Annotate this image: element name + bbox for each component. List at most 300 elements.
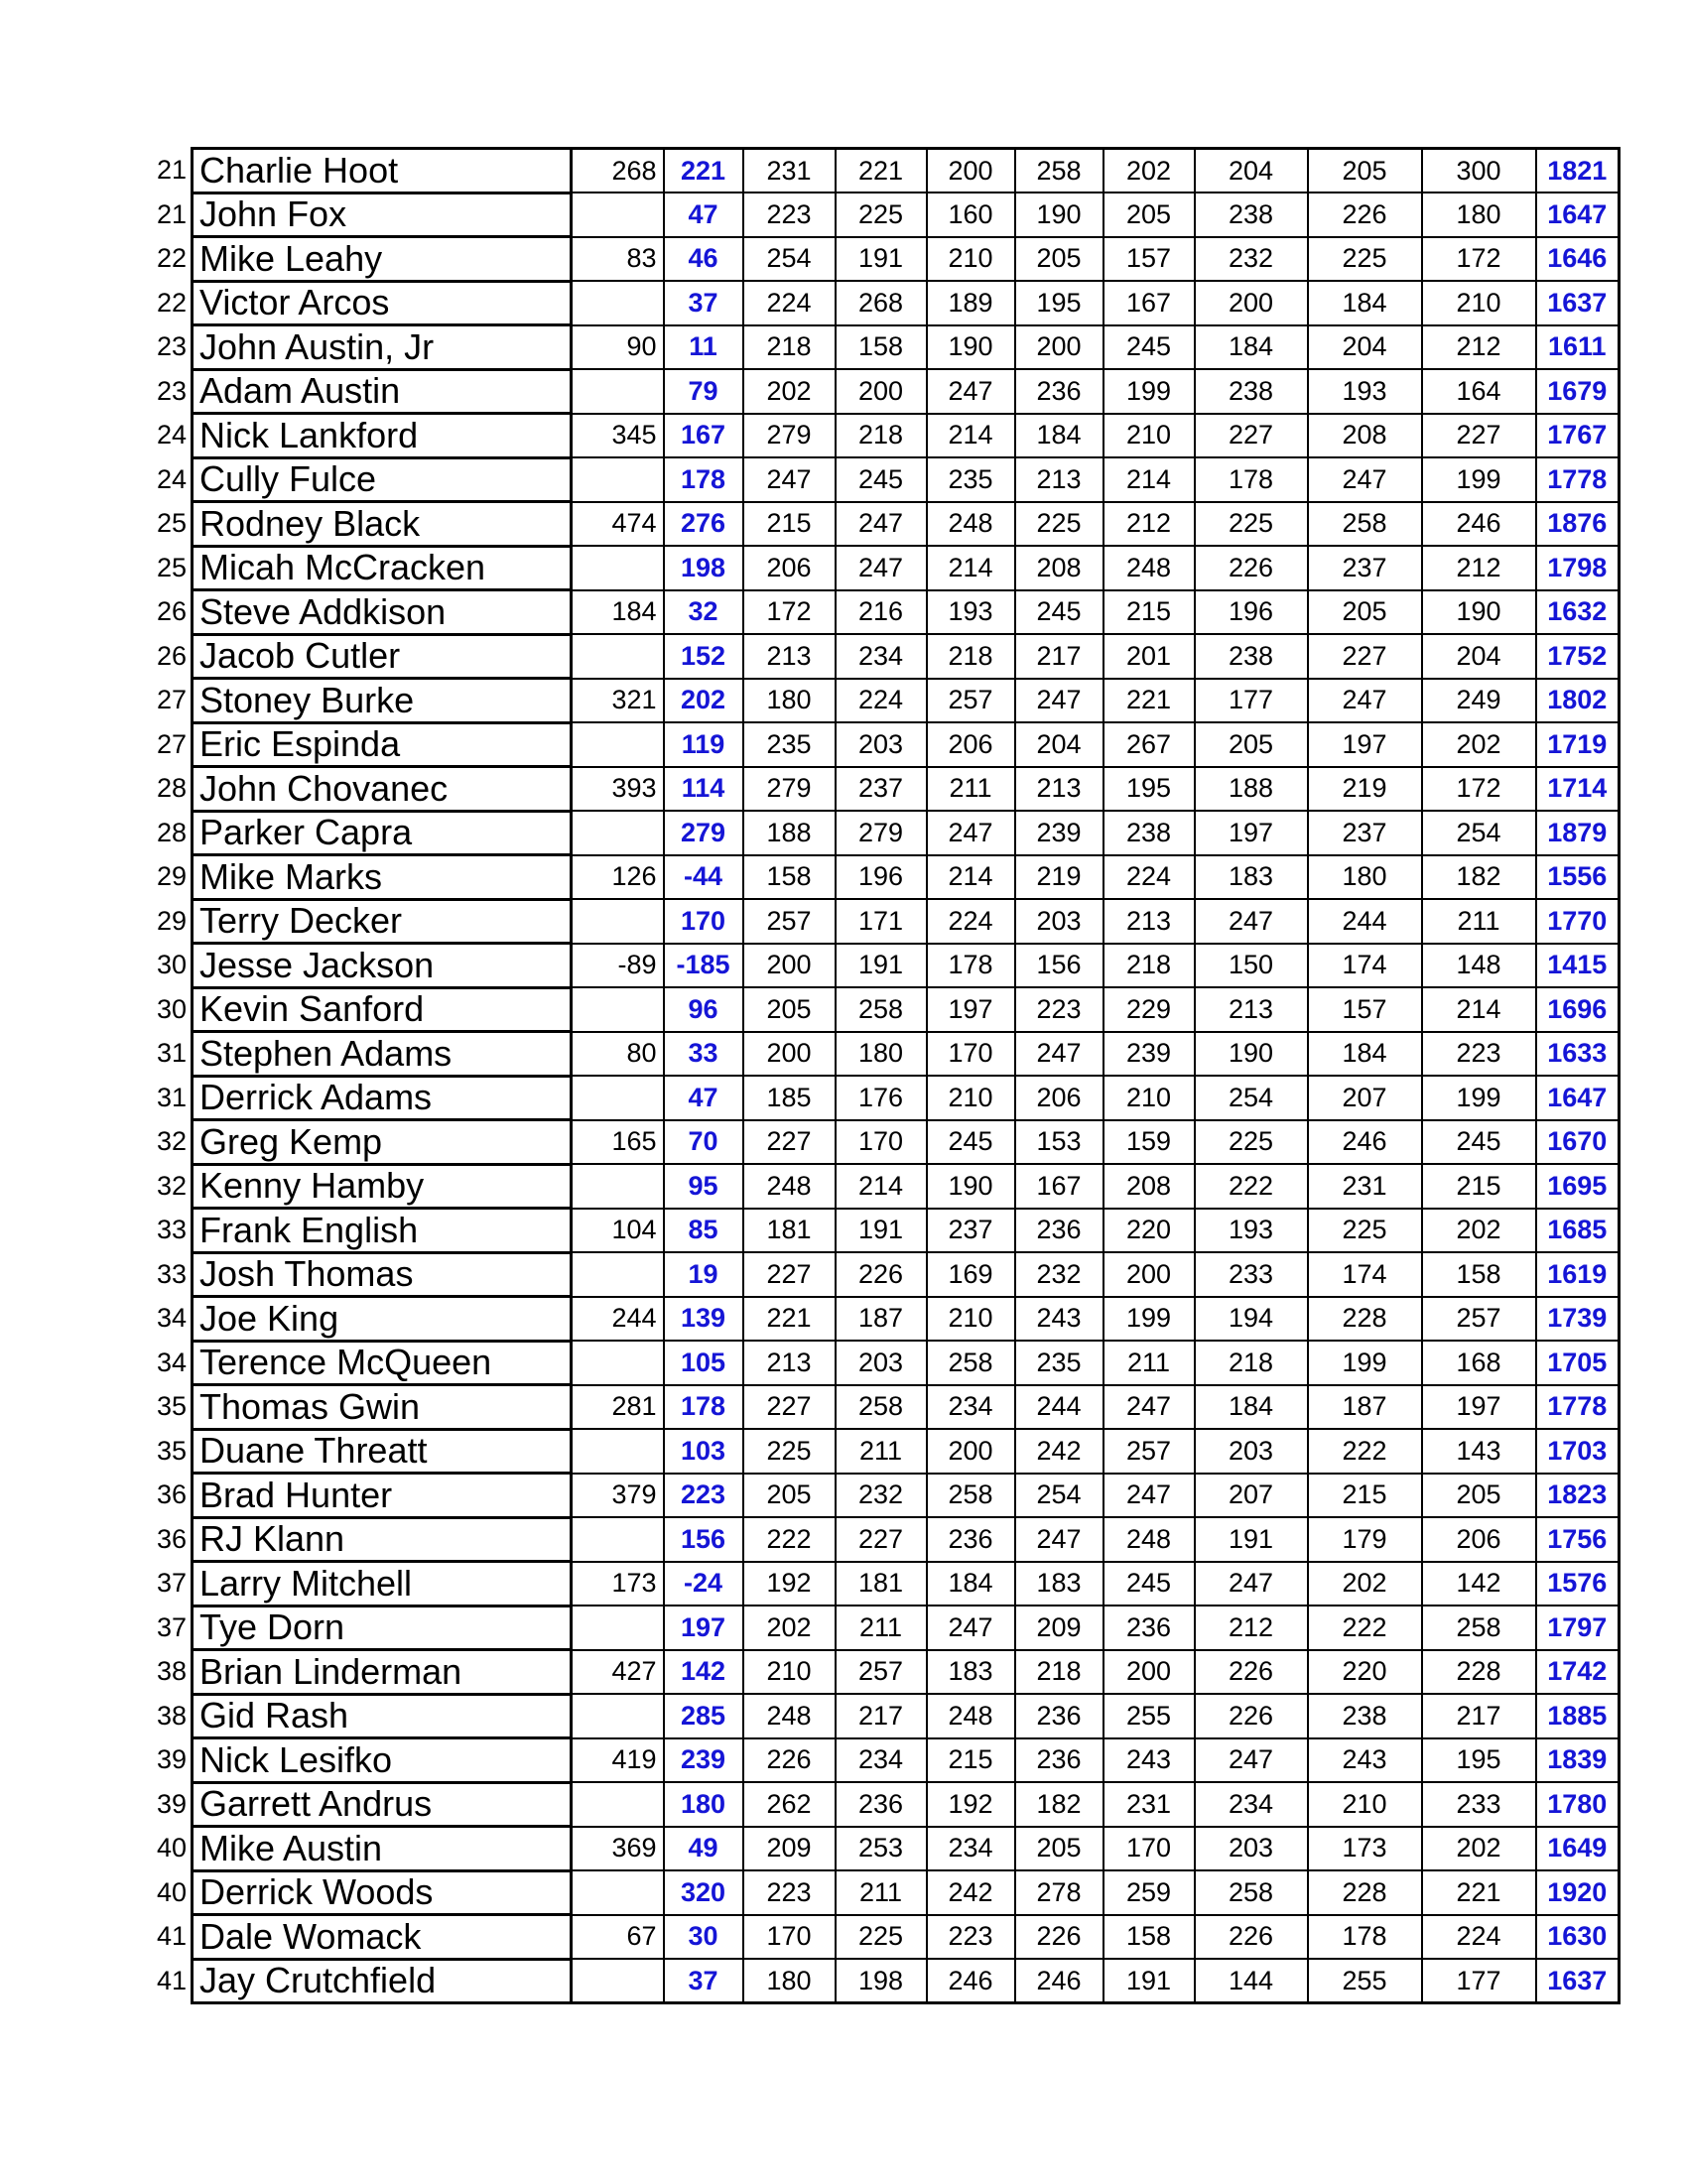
game-2-cell: 191 (836, 944, 927, 988)
game-1-cell: 221 (743, 1297, 836, 1342)
table-row (139, 1164, 1620, 1209)
game-5-cell: 257 (1103, 1429, 1195, 1474)
game-2-cell: 171 (836, 899, 927, 944)
bowler-name-cell: John Fox (193, 193, 572, 237)
game-7-cell: 199 (1308, 1341, 1422, 1385)
adjusted-score-cell: 85 (664, 1209, 743, 1253)
bowler-name-cell: Kevin Sanford (193, 987, 572, 1032)
game-3-cell: 197 (927, 987, 1015, 1032)
rank-cell: 24 (156, 463, 187, 494)
table-row (139, 193, 1620, 237)
game-5-cell: 238 (1103, 811, 1195, 855)
table-row (139, 1385, 1620, 1430)
game-4-cell: 232 (1015, 1252, 1103, 1297)
game-2-cell: 268 (836, 281, 927, 325)
game-7-cell: 222 (1308, 1429, 1422, 1474)
game-1-cell: 180 (743, 679, 836, 723)
game-7-cell: 205 (1308, 149, 1422, 193)
total-cell: 1637 (1536, 1959, 1620, 2003)
game-3-cell: 178 (927, 944, 1015, 988)
game-4-cell: 245 (1015, 590, 1103, 635)
game-4-cell: 200 (1015, 325, 1103, 370)
adjusted-score-cell: 142 (664, 1650, 743, 1695)
game-8-cell: 172 (1422, 767, 1536, 812)
game-1-cell: 185 (743, 1076, 836, 1120)
game-4-cell: 246 (1015, 1959, 1103, 2003)
total-cell: 1756 (1536, 1517, 1620, 1562)
table-row (139, 899, 1620, 944)
bowler-name-cell: Adam Austin (193, 369, 572, 414)
game-4-cell: 235 (1015, 1341, 1103, 1385)
game-8-cell: 177 (1422, 1959, 1536, 2003)
game-5-cell: 231 (1103, 1782, 1195, 1827)
game-3-cell: 214 (927, 414, 1015, 458)
adjusted-score-cell: 285 (664, 1694, 743, 1738)
table-row (139, 237, 1620, 282)
pins-cell (572, 193, 664, 237)
game-7-cell: 208 (1308, 414, 1422, 458)
game-7-cell: 244 (1308, 899, 1422, 944)
game-7-cell: 227 (1308, 634, 1422, 679)
total-cell: 1719 (1536, 722, 1620, 767)
game-6-cell: 234 (1195, 1782, 1308, 1827)
rank-cell: 41 (156, 1965, 187, 1995)
game-1-cell: 200 (743, 1032, 836, 1077)
bowler-name-cell: Rodney Black (193, 502, 572, 547)
bowler-name-cell: Joe King (193, 1297, 572, 1342)
game-7-cell: 222 (1308, 1606, 1422, 1650)
game-4-cell: 278 (1015, 1870, 1103, 1915)
bowler-name-cell: Kenny Hamby (193, 1164, 572, 1209)
adjusted-score-cell: 33 (664, 1032, 743, 1077)
game-7-cell: 243 (1308, 1738, 1422, 1783)
bowler-name-cell: Derrick Adams (193, 1076, 572, 1120)
game-4-cell: 213 (1015, 767, 1103, 812)
bowler-name-cell: Charlie Hoot (193, 149, 572, 193)
adjusted-score-cell: 223 (664, 1474, 743, 1518)
game-7-cell: 215 (1308, 1474, 1422, 1518)
game-3-cell: 170 (927, 1032, 1015, 1077)
game-2-cell: 279 (836, 811, 927, 855)
game-4-cell: 242 (1015, 1429, 1103, 1474)
total-cell: 1739 (1536, 1297, 1620, 1342)
total-cell: 1696 (1536, 987, 1620, 1032)
game-4-cell: 247 (1015, 1032, 1103, 1077)
adjusted-score-cell: 114 (664, 767, 743, 812)
game-6-cell: 194 (1195, 1297, 1308, 1342)
game-5-cell: 170 (1103, 1827, 1195, 1871)
total-cell: 1780 (1536, 1782, 1620, 1827)
game-4-cell: 247 (1015, 679, 1103, 723)
game-4-cell: 195 (1015, 281, 1103, 325)
table-row (139, 1782, 1620, 1827)
game-3-cell: 242 (927, 1870, 1015, 1915)
game-1-cell: 227 (743, 1120, 836, 1165)
adjusted-score-cell: 79 (664, 369, 743, 414)
game-7-cell: 228 (1308, 1870, 1422, 1915)
bowler-name-cell: Josh Thomas (193, 1252, 572, 1297)
game-8-cell: 199 (1422, 1076, 1536, 1120)
game-6-cell: 197 (1195, 811, 1308, 855)
rank-cell: 37 (156, 1568, 187, 1599)
pins-cell: 173 (572, 1562, 664, 1606)
game-7-cell: 219 (1308, 767, 1422, 812)
pins-cell (572, 457, 664, 502)
table-row (139, 546, 1620, 590)
game-6-cell: 226 (1195, 1694, 1308, 1738)
rank-cell: 40 (156, 1833, 187, 1863)
game-7-cell: 180 (1308, 855, 1422, 900)
game-2-cell: 237 (836, 767, 927, 812)
game-3-cell: 160 (927, 193, 1015, 237)
game-6-cell: 222 (1195, 1164, 1308, 1209)
adjusted-score-cell: 178 (664, 1385, 743, 1430)
game-6-cell: 254 (1195, 1076, 1308, 1120)
game-8-cell: 212 (1422, 325, 1536, 370)
rank-cell: 21 (156, 155, 187, 186)
rank-cell: 26 (156, 596, 187, 627)
game-1-cell: 247 (743, 457, 836, 502)
rank-cell: 28 (156, 773, 187, 804)
game-1-cell: 213 (743, 1341, 836, 1385)
game-4-cell: 239 (1015, 811, 1103, 855)
game-5-cell: 248 (1103, 1517, 1195, 1562)
game-8-cell: 205 (1422, 1474, 1536, 1518)
game-7-cell: 238 (1308, 1694, 1422, 1738)
game-5-cell: 229 (1103, 987, 1195, 1032)
game-6-cell: 227 (1195, 414, 1308, 458)
pins-cell: 345 (572, 414, 664, 458)
game-2-cell: 170 (836, 1120, 927, 1165)
rank-cell: 37 (156, 1611, 187, 1642)
pins-cell (572, 634, 664, 679)
game-6-cell: 213 (1195, 987, 1308, 1032)
game-6-cell: 144 (1195, 1959, 1308, 2003)
bowler-name-cell: Mike Austin (193, 1827, 572, 1871)
game-5-cell: 248 (1103, 546, 1195, 590)
game-1-cell: 225 (743, 1429, 836, 1474)
pins-cell (572, 1694, 664, 1738)
game-1-cell: 202 (743, 369, 836, 414)
game-2-cell: 225 (836, 1915, 927, 1960)
game-6-cell: 191 (1195, 1517, 1308, 1562)
game-2-cell: 236 (836, 1782, 927, 1827)
game-5-cell: 167 (1103, 281, 1195, 325)
total-cell: 1670 (1536, 1120, 1620, 1165)
adjusted-score-cell: 119 (664, 722, 743, 767)
total-cell: 1695 (1536, 1164, 1620, 1209)
game-2-cell: 211 (836, 1870, 927, 1915)
game-5-cell: 259 (1103, 1870, 1195, 1915)
total-cell: 1821 (1536, 149, 1620, 193)
game-1-cell: 222 (743, 1517, 836, 1562)
game-4-cell: 236 (1015, 1209, 1103, 1253)
game-6-cell: 225 (1195, 502, 1308, 547)
game-5-cell: 205 (1103, 193, 1195, 237)
game-3-cell: 210 (927, 237, 1015, 282)
game-8-cell: 202 (1422, 722, 1536, 767)
game-7-cell: 202 (1308, 1562, 1422, 1606)
game-8-cell: 164 (1422, 369, 1536, 414)
bowler-name-cell: Brad Hunter (193, 1474, 572, 1518)
game-7-cell: 228 (1308, 1297, 1422, 1342)
game-3-cell: 214 (927, 855, 1015, 900)
total-cell: 1778 (1536, 1385, 1620, 1430)
game-6-cell: 184 (1195, 325, 1308, 370)
game-1-cell: 188 (743, 811, 836, 855)
bowler-name-cell: Derrick Woods (193, 1870, 572, 1915)
game-2-cell: 232 (836, 1474, 927, 1518)
rank-cell: 34 (156, 1303, 187, 1334)
score-table (139, 147, 1621, 2004)
bowler-name-cell: Dale Womack (193, 1915, 572, 1960)
total-cell: 1705 (1536, 1341, 1620, 1385)
game-4-cell: 217 (1015, 634, 1103, 679)
total-cell: 1619 (1536, 1252, 1620, 1297)
game-8-cell: 254 (1422, 811, 1536, 855)
game-6-cell: 247 (1195, 899, 1308, 944)
bowler-name-cell: Mike Leahy (193, 237, 572, 282)
game-6-cell: 238 (1195, 634, 1308, 679)
bowler-name-cell: Eric Espinda (193, 722, 572, 767)
game-8-cell: 214 (1422, 987, 1536, 1032)
game-6-cell: 196 (1195, 590, 1308, 635)
rank-cell: 32 (156, 1126, 187, 1157)
adjusted-score-cell: 152 (664, 634, 743, 679)
game-5-cell: 243 (1103, 1738, 1195, 1783)
game-2-cell: 221 (836, 149, 927, 193)
adjusted-score-cell: 32 (664, 590, 743, 635)
table-row (139, 1562, 1620, 1606)
pins-cell: 165 (572, 1120, 664, 1165)
game-4-cell: 236 (1015, 1694, 1103, 1738)
game-8-cell: 197 (1422, 1385, 1536, 1430)
table-row (139, 1694, 1620, 1738)
total-cell: 1611 (1536, 325, 1620, 370)
game-2-cell: 245 (836, 457, 927, 502)
adjusted-score-cell: -185 (664, 944, 743, 988)
total-cell: 1885 (1536, 1694, 1620, 1738)
game-3-cell: 169 (927, 1252, 1015, 1297)
rank-cell: 35 (156, 1391, 187, 1422)
table-row (139, 369, 1620, 414)
game-2-cell: 191 (836, 1209, 927, 1253)
game-2-cell: 203 (836, 1341, 927, 1385)
total-cell: 1415 (1536, 944, 1620, 988)
total-cell: 1823 (1536, 1474, 1620, 1518)
game-7-cell: 184 (1308, 1032, 1422, 1077)
bowler-name-cell: Garrett Andrus (193, 1782, 572, 1827)
bowler-name-cell: Cully Fulce (193, 457, 572, 502)
table-row (139, 1297, 1620, 1342)
game-6-cell: 232 (1195, 237, 1308, 282)
game-6-cell: 204 (1195, 149, 1308, 193)
game-2-cell: 227 (836, 1517, 927, 1562)
game-8-cell: 217 (1422, 1694, 1536, 1738)
bowler-name-cell: John Austin, Jr (193, 325, 572, 370)
game-5-cell: 221 (1103, 679, 1195, 723)
table-row (139, 1429, 1620, 1474)
game-1-cell: 223 (743, 1870, 836, 1915)
adjusted-score-cell: 279 (664, 811, 743, 855)
game-1-cell: 213 (743, 634, 836, 679)
game-8-cell: 158 (1422, 1252, 1536, 1297)
game-8-cell: 257 (1422, 1297, 1536, 1342)
bowler-name-cell: Terence McQueen (193, 1341, 572, 1385)
game-5-cell: 211 (1103, 1341, 1195, 1385)
game-4-cell: 206 (1015, 1076, 1103, 1120)
pins-cell (572, 1606, 664, 1650)
game-5-cell: 199 (1103, 1297, 1195, 1342)
game-4-cell: 243 (1015, 1297, 1103, 1342)
game-5-cell: 158 (1103, 1915, 1195, 1960)
game-7-cell: 237 (1308, 546, 1422, 590)
total-cell: 1647 (1536, 1076, 1620, 1120)
game-4-cell: 258 (1015, 149, 1103, 193)
game-8-cell: 180 (1422, 193, 1536, 237)
game-5-cell: 255 (1103, 1694, 1195, 1738)
rank-cell: 30 (156, 950, 187, 980)
table-row (139, 634, 1620, 679)
total-cell: 1839 (1536, 1738, 1620, 1783)
table-row (139, 767, 1620, 812)
rank-cell: 22 (156, 287, 187, 318)
adjusted-score-cell: -44 (664, 855, 743, 900)
total-cell: 1685 (1536, 1209, 1620, 1253)
game-6-cell: 183 (1195, 855, 1308, 900)
game-2-cell: 214 (836, 1164, 927, 1209)
rank-cell: 30 (156, 993, 187, 1024)
game-8-cell: 258 (1422, 1606, 1536, 1650)
game-1-cell: 158 (743, 855, 836, 900)
rank-cell: 26 (156, 640, 187, 671)
game-1-cell: 227 (743, 1385, 836, 1430)
bowler-name-cell: Greg Kemp (193, 1120, 572, 1165)
game-5-cell: 199 (1103, 369, 1195, 414)
bowler-name-cell: Victor Arcos (193, 281, 572, 325)
adjusted-score-cell: 105 (664, 1341, 743, 1385)
game-1-cell: 262 (743, 1782, 836, 1827)
game-7-cell: 193 (1308, 369, 1422, 414)
game-6-cell: 212 (1195, 1606, 1308, 1650)
game-1-cell: 279 (743, 767, 836, 812)
game-5-cell: 214 (1103, 457, 1195, 502)
game-4-cell: 213 (1015, 457, 1103, 502)
game-2-cell: 234 (836, 634, 927, 679)
adjusted-score-cell: 96 (664, 987, 743, 1032)
bowler-name-cell: Mike Marks (193, 855, 572, 900)
bowler-name-cell: Jacob Cutler (193, 634, 572, 679)
game-2-cell: 217 (836, 1694, 927, 1738)
game-2-cell: 211 (836, 1429, 927, 1474)
game-5-cell: 224 (1103, 855, 1195, 900)
game-7-cell: 187 (1308, 1385, 1422, 1430)
rank-cell: 38 (156, 1700, 187, 1731)
game-7-cell: 246 (1308, 1120, 1422, 1165)
game-8-cell: 148 (1422, 944, 1536, 988)
rank-cell: 21 (156, 198, 187, 229)
game-2-cell: 257 (836, 1650, 927, 1695)
table-row (139, 1870, 1620, 1915)
game-3-cell: 210 (927, 1076, 1015, 1120)
rank-cell: 40 (156, 1876, 187, 1907)
game-4-cell: 236 (1015, 369, 1103, 414)
rank-cell: 39 (156, 1744, 187, 1775)
game-5-cell: 213 (1103, 899, 1195, 944)
game-7-cell: 210 (1308, 1782, 1422, 1827)
game-3-cell: 258 (927, 1341, 1015, 1385)
table-row (139, 1915, 1620, 1960)
total-cell: 1646 (1536, 237, 1620, 282)
game-1-cell: 209 (743, 1827, 836, 1871)
game-6-cell: 226 (1195, 1650, 1308, 1695)
game-3-cell: 258 (927, 1474, 1015, 1518)
game-2-cell: 187 (836, 1297, 927, 1342)
game-8-cell: 204 (1422, 634, 1536, 679)
game-6-cell: 178 (1195, 457, 1308, 502)
game-4-cell: 203 (1015, 899, 1103, 944)
game-6-cell: 247 (1195, 1562, 1308, 1606)
pins-cell (572, 281, 664, 325)
game-1-cell: 170 (743, 1915, 836, 1960)
game-5-cell: 239 (1103, 1032, 1195, 1077)
game-1-cell: 210 (743, 1650, 836, 1695)
game-1-cell: 248 (743, 1694, 836, 1738)
game-8-cell: 227 (1422, 414, 1536, 458)
bowler-name-cell: Gid Rash (193, 1694, 572, 1738)
bowler-name-cell: Micah McCracken (193, 546, 572, 590)
game-1-cell: 227 (743, 1252, 836, 1297)
total-cell: 1637 (1536, 281, 1620, 325)
game-2-cell: 234 (836, 1738, 927, 1783)
game-4-cell: 167 (1015, 1164, 1103, 1209)
game-6-cell: 233 (1195, 1252, 1308, 1297)
game-5-cell: 201 (1103, 634, 1195, 679)
adjusted-score-cell: 11 (664, 325, 743, 370)
game-1-cell: 224 (743, 281, 836, 325)
rank-cell: 39 (156, 1788, 187, 1819)
pins-cell: 393 (572, 767, 664, 812)
game-4-cell: 219 (1015, 855, 1103, 900)
pins-cell (572, 722, 664, 767)
game-6-cell: 218 (1195, 1341, 1308, 1385)
game-2-cell: 247 (836, 502, 927, 547)
game-2-cell: 258 (836, 987, 927, 1032)
table-row (139, 944, 1620, 988)
game-5-cell: 159 (1103, 1120, 1195, 1165)
game-1-cell: 202 (743, 1606, 836, 1650)
game-3-cell: 214 (927, 546, 1015, 590)
table-row (139, 1650, 1620, 1695)
pins-cell: 474 (572, 502, 664, 547)
pins-cell (572, 1341, 664, 1385)
game-6-cell: 258 (1195, 1870, 1308, 1915)
game-5-cell: 191 (1103, 1959, 1195, 2003)
adjusted-score-cell: -24 (664, 1562, 743, 1606)
game-7-cell: 157 (1308, 987, 1422, 1032)
game-3-cell: 237 (927, 1209, 1015, 1253)
game-8-cell: 300 (1422, 149, 1536, 193)
game-4-cell: 226 (1015, 1915, 1103, 1960)
rank-cell: 31 (156, 1038, 187, 1069)
rank-cell: 29 (156, 861, 187, 892)
game-3-cell: 247 (927, 1606, 1015, 1650)
bowler-name-cell: RJ Klann (193, 1517, 572, 1562)
game-3-cell: 200 (927, 149, 1015, 193)
game-4-cell: 236 (1015, 1738, 1103, 1783)
game-6-cell: 207 (1195, 1474, 1308, 1518)
game-5-cell: 200 (1103, 1650, 1195, 1695)
